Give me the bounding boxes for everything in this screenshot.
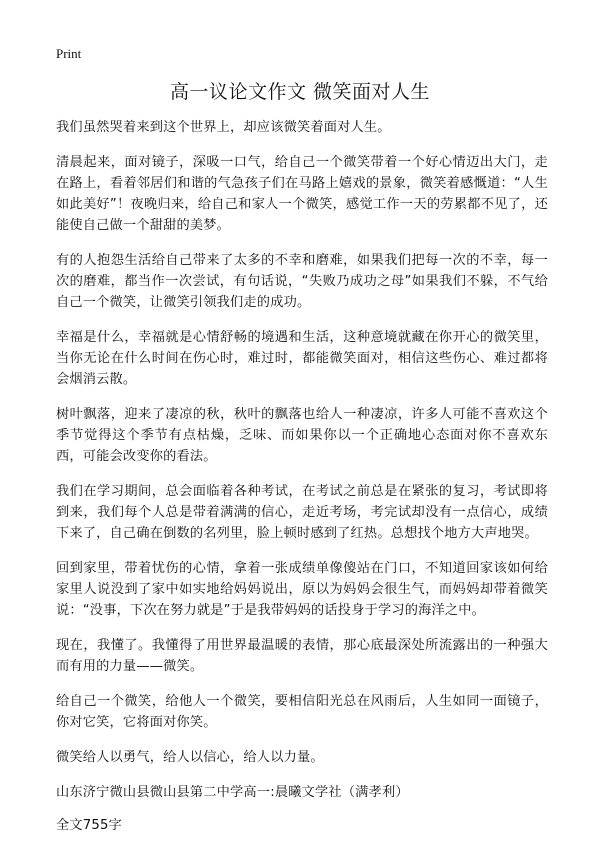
paragraph-6: 我们在学习期间，总会面临着各种考试，在考试之前总是在紧张的复习，考试即将到来，我们每个人总是带着满满的信心，走近考场，考完试却没有一点信心，成绩下来了，自己确在倒数的名列里，脸上顿时感到了红热。总想找个地方大声地哭。: [56, 484, 548, 541]
word-count: 全文755字: [56, 818, 122, 833]
paragraph-3: 有的人抱怨生活给自己带来了太多的不幸和磨难，如果我们把每一次的不幸，每一次的磨难，都当作一次尝试，有句话说，“失败乃成功之母”如果我们不躲，不气给自己一个微笑，让微笑引领我们走的成功。: [56, 253, 548, 310]
page-title: 高一议论文作文 微笑面对人生: [169, 81, 431, 103]
author-line: 山东济宁微山县微山县第二中学高一:晨曦文学社（满孝利）: [56, 785, 409, 800]
paragraph-2: 清晨起来，面对镜子，深吸一口气，给自己一个微笑带着一个好心情迈出大门，走在路上，看着邻居们和谐的气急孩子们在马路上嬉戏的景象，微笑着感慨道：“人生如此美好”！夜晚归来，给自己和家人一个微笑，感觉工作一天的劳累都不见了，还能使自己做一个甜甜的美梦。: [56, 155, 548, 233]
paragraph-9: 给自己一个微笑，给他人一个微笑，要相信阳光总在风雨后，人生如同一面镜子，你对它笑，它将面对你笑。: [56, 694, 548, 730]
paragraph-8: 现在，我懂了。我懂得了用世界最温暖的表情，那心底最深处所流露出的一种强大而有用的力量——微笑。: [56, 638, 548, 674]
article-body: [56, 117, 548, 848]
paragraph-1: 我们虽然哭着来到这个世界上，却应该微笑着面对人生。: [56, 120, 391, 135]
paragraph-5: 树叶飘落，迎来了凄凉的秋，秋叶的飘落也给人一种凄凉，许多人可能不喜欢这个季节觉得这个季节有点枯燥，乏味、而如果你以一个正确地心态面对你不喜欢东西，可能会改变你的看法。: [56, 407, 548, 464]
print-link[interactable]: Print: [56, 46, 82, 61]
paragraph-7: 回到家里，带着忧伤的心情，拿着一张成绩单像傻站在门口，不知道回家该如何给家里人说没到了家中如实地给妈妈说出，原以为妈妈会很生气，而妈妈却带着微笑说：“没事，下次在努力就是”于是我带妈妈的话投身于学习的海洋之中。: [56, 561, 548, 618]
paragraph-4: 幸福是什么，幸福就是心情舒畅的境遇和生活，这种意境就藏在你开心的微笑里，当你无论在什么时间在伤心时，难过时，都能微笑面对，相信这些伤心、难过都将会烟消云散。: [56, 330, 548, 387]
paragraph-10: 微笑给人以勇气，给人以信心，给人以力量。: [56, 750, 324, 765]
